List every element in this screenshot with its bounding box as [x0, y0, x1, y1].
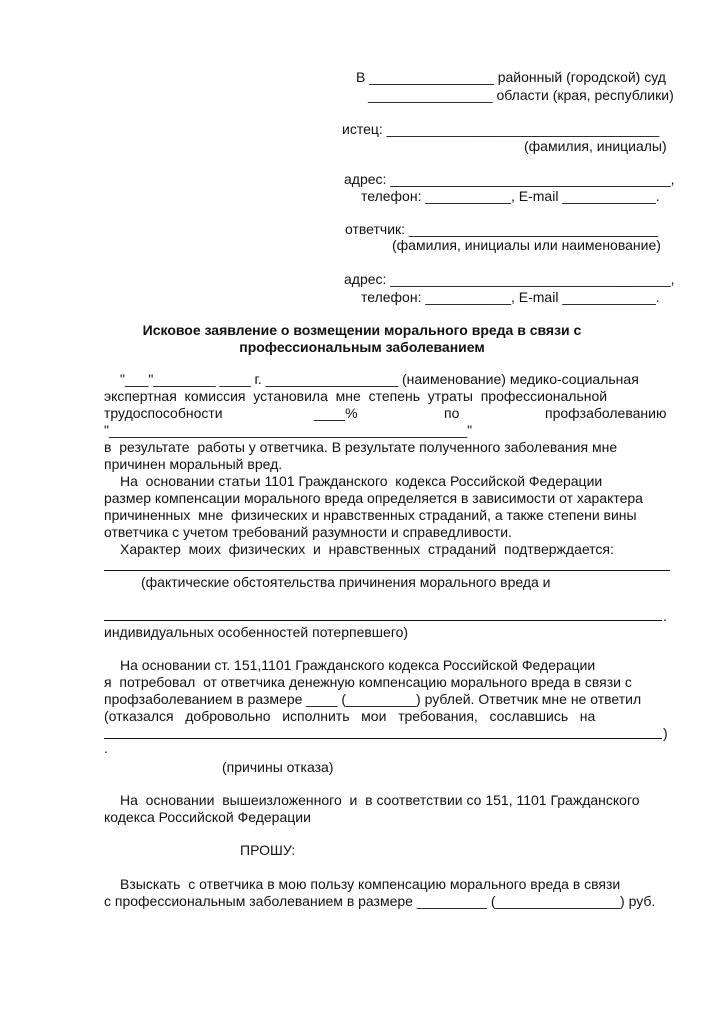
paragraph-6-line-1: Взыскать с ответчика в мою пользу компенсацию морального вреда в связи: [120, 876, 621, 892]
paragraph-5-line-2: кодекса Российской Федерации: [104, 809, 311, 825]
paragraph-1-line-1: "___"________ ____ г. _________________ (наименование) медико-социальная: [120, 371, 639, 387]
paragraph-2-line-2: размер компенсации морального вреда определяется в зависимости от характера: [104, 490, 643, 506]
paragraph-2-line-3: причиненных мне физических и нравственных страданий, а также степени вины: [104, 507, 637, 523]
paragraph-3-hint-1: (фактические обстоятельства причинения морального вреда и: [141, 574, 551, 590]
paragraph-4-line-2: я потребовал от ответчика денежную компенсацию морального вреда в связи с: [104, 674, 632, 690]
paragraph-3-line-1: Характер моих физических и нравственных страданий подтверждается:: [120, 541, 614, 557]
request-heading: ПРОШУ:: [240, 842, 296, 858]
paragraph-1-line-5: в результате работы у ответчика. В результате полученного заболевания мне: [104, 439, 618, 455]
plaintiff-address: адрес: ____________________________________,: [344, 171, 675, 187]
defendant-label: ответчик: ________________________________: [345, 221, 659, 237]
blank-line-3: [104, 738, 662, 739]
paragraph-4-dot: .: [104, 740, 108, 756]
defendant-address: адрес: ____________________________________,: [344, 271, 675, 287]
paragraph-2-line-4: ответчика с учетом требований разумности и справедливости.: [104, 524, 512, 540]
paragraph-1-line-3a: трудоспособности: [104, 405, 223, 421]
paragraph-1-line-4: "______________________________________________": [104, 422, 473, 438]
court-line-1: В ________________ районный (городской) суд: [356, 69, 666, 85]
document-title-line-2: профессиональным заболеванием: [239, 339, 485, 355]
blank-line-1: [104, 570, 670, 571]
paragraph-6-line-2: с профессиональным заболеванием в размере _________ (________________) руб.: [104, 893, 656, 909]
paragraph-4-hint: (причины отказа): [222, 759, 334, 775]
plaintiff-phone: телефон: ___________, E-mail ____________.: [361, 188, 660, 204]
paragraph-1-line-6: причинен моральный вред.: [104, 456, 283, 472]
paragraph-3-hint-2: индивидуальных особенностей потерпевшего): [104, 624, 409, 640]
paragraph-4-line-3: профзаболеванием в размере ____ (_________) рублей. Ответчик мне не ответил: [104, 691, 642, 707]
paragraph-3-dot: .: [663, 608, 667, 624]
plaintiff-hint: (фамилия, инициалы): [524, 138, 667, 154]
defendant-phone: телефон: ___________, E-mail ____________.: [361, 289, 660, 305]
plaintiff-label: истец: ___________________________________: [342, 121, 660, 137]
paragraph-5-line-1: На основании вышеизложенного и в соответствии со 151, 1101 Гражданского: [120, 792, 640, 808]
paragraph-4-paren: ): [663, 725, 668, 741]
paragraph-2-line-1: На основании статьи 1101 Гражданского кодекса Российской Федерации: [120, 473, 603, 489]
defendant-hint: (фамилия, инициалы или наименование): [392, 237, 661, 253]
paragraph-4-line-1: На основании ст. 151,1101 Гражданского кодекса Российской Федерации: [120, 657, 596, 673]
paragraph-1-line-3c: по: [444, 405, 460, 421]
blank-line-2: [104, 620, 662, 621]
document-title-line-1: Исковое заявление о возмещении морального вреда в связи с: [142, 322, 582, 338]
paragraph-1-line-3d: профзаболеванию: [545, 405, 667, 421]
court-line-2: ________________ области (края, республики): [368, 87, 674, 103]
paragraph-1-line-3b: ____%: [314, 405, 358, 421]
paragraph-1-line-2: экспертная комиссия установила мне степень утраты профессиональной: [104, 388, 608, 404]
paragraph-4-line-4: (отказался добровольно исполнить мои требования, сославшись на: [104, 708, 596, 724]
